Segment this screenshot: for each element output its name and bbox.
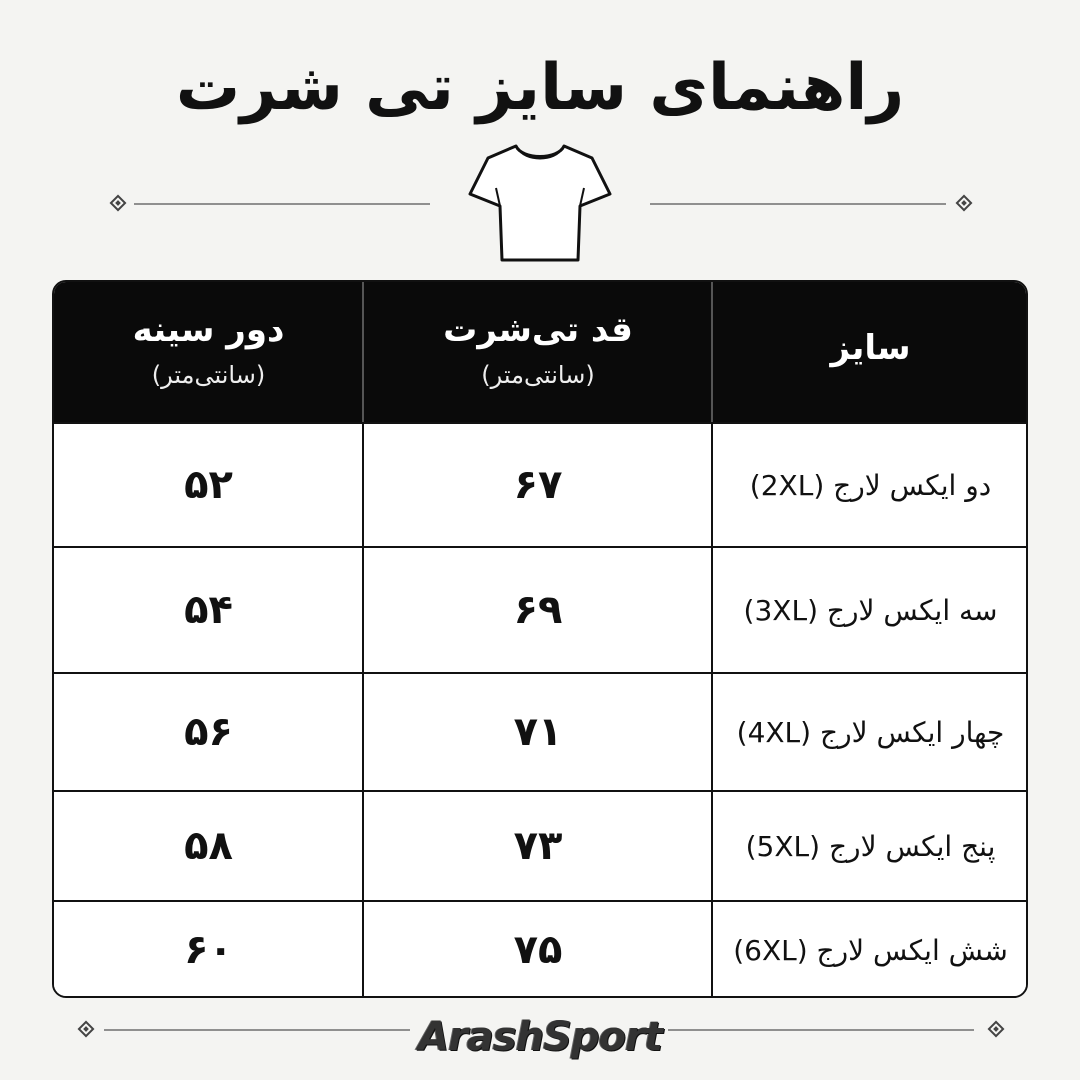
length-value: ۶۷ [513, 462, 563, 508]
table-row [54, 546, 1026, 672]
diamond-icon [956, 195, 973, 212]
size-label: شش ایکس لارج (6XL) [733, 933, 1008, 967]
header-length [364, 282, 712, 422]
size-table [52, 280, 1028, 998]
divider-line [650, 203, 946, 205]
length-value: ۶۹ [513, 587, 563, 633]
header-unit: (سانتی‌متر) [481, 361, 595, 389]
header-label: دور سینه [132, 310, 285, 350]
length-value: ۷۳ [513, 823, 563, 869]
diamond-icon [110, 195, 127, 212]
header-chest [54, 282, 363, 422]
length-value: ۷۵ [513, 927, 563, 973]
table-header [54, 282, 1026, 422]
tshirt-icon [466, 140, 614, 266]
header-size [713, 282, 1028, 422]
header-label: قد تی‌شرت [443, 310, 633, 350]
chest-value: ۵۴ [184, 587, 233, 633]
table-row [54, 790, 1026, 900]
header-unit: (سانتی‌متر) [151, 361, 266, 389]
table-row [54, 422, 1026, 546]
chest-value: ۵۶ [184, 709, 233, 755]
length-value: ۷۱ [513, 709, 563, 755]
chest-value: ۵۲ [184, 462, 233, 508]
table-row [54, 900, 1026, 998]
size-label: سه ایکس لارج (3XL) [743, 593, 998, 627]
table-row [54, 672, 1026, 790]
chest-value: ۶۰ [184, 927, 233, 973]
page-title: راهنمای سایز تی شرت [175, 51, 905, 125]
brand-logo: ArashSport [418, 1014, 662, 1060]
divider-line [134, 203, 430, 205]
chest-value: ۵۸ [184, 823, 233, 869]
size-label: پنج ایکس لارج (5XL) [745, 829, 996, 863]
size-label: دو ایکس لارج (2XL) [749, 468, 992, 502]
size-label: چهار ایکس لارج (4XL) [736, 715, 1005, 749]
header-label: سایز [830, 328, 911, 368]
